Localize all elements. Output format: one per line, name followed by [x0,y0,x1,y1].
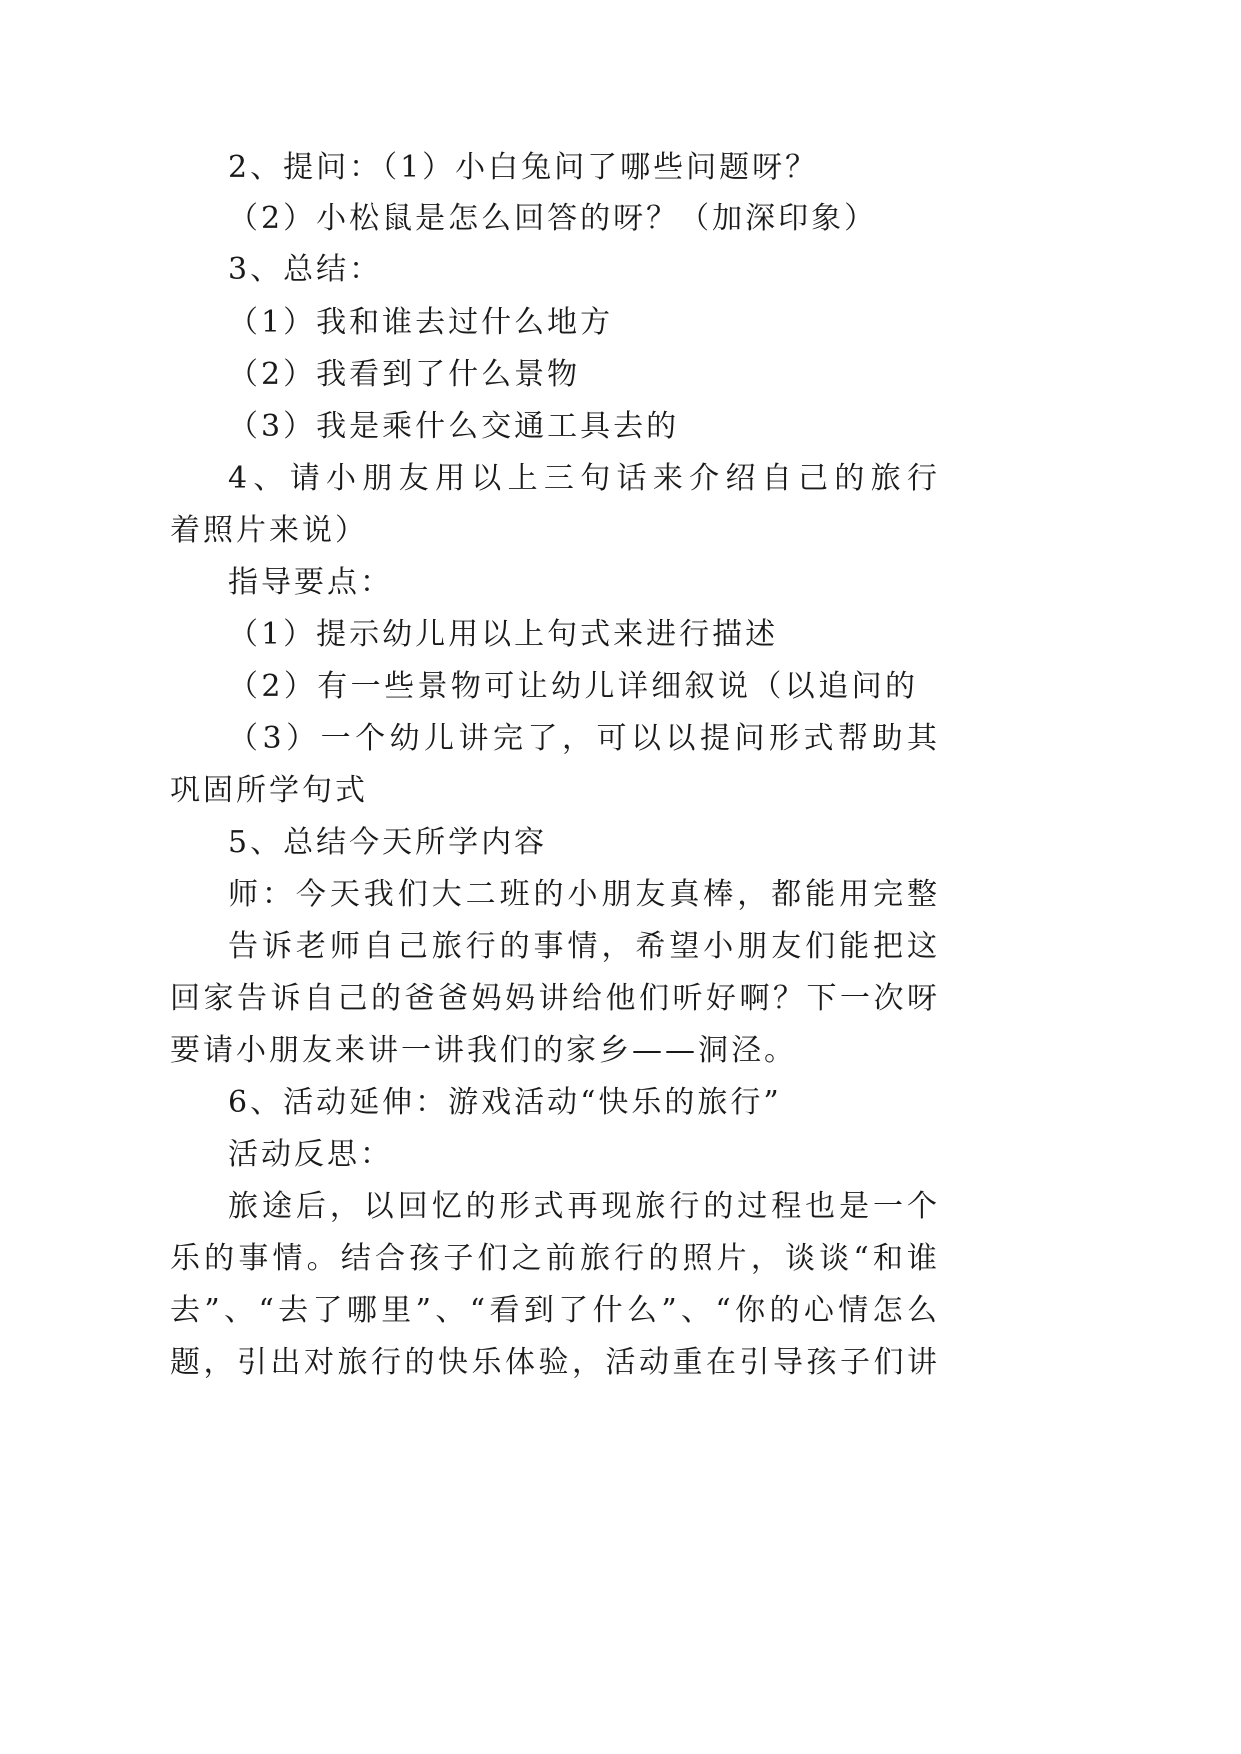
text-line: 2、提问：（1）小白兔问了哪些问题呀？ [228,150,819,185]
text-line: （3）一个幼儿讲完了，可以以提问形式帮助其 [228,721,940,756]
text-line: 5、总结今天所学内容 [228,825,548,860]
text-line: （1）提示幼儿用以上句式来进行描述 [228,617,779,652]
text-line: 指导要点： [228,565,393,600]
text-line: （1）我和谁去过什么地方 [228,305,614,340]
text-line: 回家告诉自己的爸爸妈妈讲给他们听好啊？下一次呀 [170,981,940,1016]
text-line: 去”、“去了哪里”、“看到了什么”、“你的心情怎么 [170,1293,940,1328]
text-line: （2）小松鼠是怎么回答的呀？（加深印象） [228,201,878,236]
text-line: （2）有一些景物可让幼儿详细叙说（以追问的 [228,669,918,704]
text-line: 着照片来说） [170,513,368,548]
text-line: 4、请小朋友用以上三句话来介绍自己的旅行 [228,461,940,496]
text-line: 3、总结： [228,252,383,287]
text-line: （2）我看到了什么景物 [228,357,581,392]
text-line: 活动反思： [228,1137,393,1172]
text-line: 6、活动延伸：游戏活动“快乐的旅行” [228,1085,782,1120]
text-line: 乐的事情。结合孩子们之前旅行的照片，谈谈“和谁 [170,1241,940,1276]
text-line: 师：今天我们大二班的小朋友真棒，都能用完整 [228,877,940,912]
text-line: 题，引出对旅行的快乐体验，活动重在引导孩子们讲 [170,1345,940,1380]
text-line: 告诉老师自己旅行的事情，希望小朋友们能把这 [228,929,940,964]
text-line: （3）我是乘什么交通工具去的 [228,409,680,444]
text-line: 旅途后，以回忆的形式再现旅行的过程也是一个 [228,1189,940,1224]
text-line: 巩固所学句式 [170,773,368,808]
text-line: 要请小朋友来讲一讲我们的家乡——洞泾。 [170,1033,797,1068]
